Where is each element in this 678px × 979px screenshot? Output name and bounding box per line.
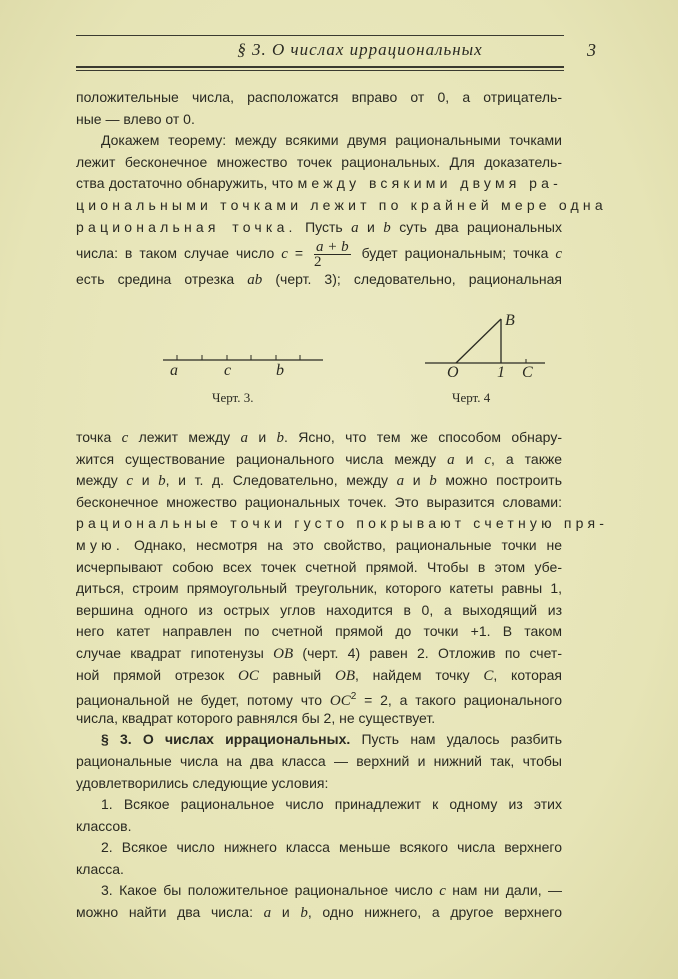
text-line — [76, 269, 562, 291]
text-run: ные — влево от 0. — [76, 110, 195, 127]
math-variable: b — [383, 219, 391, 236]
text-run: , которая — [493, 666, 563, 683]
text-line — [76, 427, 562, 449]
text-line — [76, 859, 562, 881]
fraction-numerator: a + b — [315, 238, 349, 255]
math-variable: c — [126, 473, 134, 490]
text-line — [76, 729, 562, 751]
text-run: точка — [76, 429, 122, 445]
text-run: равный — [258, 666, 335, 683]
text-line — [76, 470, 562, 492]
text-run: бесконечное множество рациональных точек. Это выразится словами: — [76, 493, 562, 510]
header-top-rule — [76, 35, 564, 36]
math-variable: OC — [237, 667, 259, 684]
text-line — [76, 109, 562, 131]
text-run: рациональной не будет, потому что — [76, 692, 330, 709]
text-run: классов. — [76, 817, 132, 834]
text-line — [76, 665, 562, 687]
figure-3-label-c: c — [224, 362, 232, 379]
text-line — [76, 492, 562, 514]
math-variable: a — [351, 219, 359, 236]
text-line — [76, 816, 562, 838]
text-run: между — [76, 472, 127, 489]
figure-3-label-a: a — [170, 362, 178, 379]
text-run: Докажем теорему: между всякими двумя рациональными точками — [101, 132, 562, 149]
math-variable: a — [396, 473, 405, 490]
math-variable: c — [281, 246, 288, 263]
figure-4-label-1: 1 — [497, 364, 505, 381]
figure-4-label-c: C — [522, 364, 533, 381]
text-line — [76, 513, 609, 535]
text-run: будет рациональным; точка — [354, 245, 556, 262]
text-run: лежит между — [128, 429, 241, 445]
text-run: 3. Какое бы положительное рациональное число — [101, 882, 440, 899]
text-line — [76, 773, 562, 795]
math-variable: b — [158, 473, 166, 490]
text-run: него катет направлен по счетной прямой до точки +1. В таком — [76, 623, 562, 640]
text-block-top — [76, 87, 607, 291]
text-line — [76, 600, 562, 622]
figure-4-triangle — [420, 315, 550, 370]
text-run: , одно нижнего, а другое верхнего — [307, 904, 563, 921]
spaced-emphasis: мую. — [76, 536, 124, 553]
text-run: вершина одного из острых углов находится в 0, а выходящий из — [76, 601, 562, 618]
text-run: удовлетворились следующие условия: — [76, 774, 329, 791]
text-run: можно найти два числа: — [76, 904, 264, 921]
math-variable: b — [429, 473, 437, 490]
figure-4-label-b: B — [505, 312, 515, 329]
math-variable: OB — [334, 667, 355, 684]
text-run: положительные числа, расположатся вправо от 0, а отрицатель- — [76, 89, 562, 105]
math-variable: OC — [329, 693, 351, 710]
figure-3-label-b: b — [276, 362, 284, 379]
math-variable: c — [555, 246, 562, 263]
text-run: ной прямой отрезок — [76, 666, 238, 683]
text-run: жится существование рационального числа между — [76, 450, 448, 467]
text-run: можно построить — [436, 472, 562, 489]
math-variable: c — [439, 883, 446, 900]
text-run: исчерпывают собою всех точек счетной прямой. Чтобы в этом убе- — [76, 558, 562, 575]
text-line — [76, 173, 562, 195]
text-line — [76, 195, 607, 217]
math-variable: a — [447, 451, 455, 468]
text-run: суть два рациональных — [390, 218, 562, 235]
math-variable: ab — [247, 272, 263, 289]
text-line — [76, 87, 562, 109]
text-line — [76, 880, 562, 902]
spaced-emphasis: рациональные точки густо покрывают счетную пря- — [76, 515, 609, 532]
figure-4-caption: Черт. 4 — [452, 390, 491, 405]
math-variable: c — [484, 451, 492, 468]
text-run: и — [133, 472, 159, 489]
text-line — [76, 794, 562, 816]
text-line — [76, 686, 562, 708]
text-run: (черт. 3); следовательно, рациональная — [262, 271, 562, 288]
text-line — [76, 535, 562, 557]
text-run: нам ни дали, — — [445, 882, 562, 899]
text-run: . Ясно, что тем же способом обнару- — [284, 429, 562, 445]
figure-3-number-line — [155, 345, 330, 375]
text-run: и — [247, 429, 277, 445]
header-rule-thick — [76, 66, 564, 68]
spaced-emphasis: циональными точками лежит по крайней мере одна — [76, 196, 607, 213]
text-run: и — [404, 472, 430, 489]
spaced-emphasis: рациональная точка. — [76, 218, 297, 235]
text-line — [76, 643, 562, 665]
fraction-a-plus-b-over-2 — [314, 240, 351, 269]
text-run: рациональные числа на два класса — верхний и нижний так, чтобы — [76, 752, 562, 769]
text-line — [76, 557, 562, 579]
math-variable: OB — [273, 645, 294, 662]
math-variable: b — [300, 905, 308, 922]
text-run: (черт. 4) равен 2. Отложив по счет- — [293, 644, 562, 661]
text-line — [76, 449, 562, 471]
math-variable: a — [263, 905, 272, 922]
text-run: = — [287, 245, 310, 262]
text-run: числа, квадрат которого равнялся бы 2, не существует. — [76, 709, 436, 726]
text-line — [76, 152, 562, 174]
text-run: числа: в таком случае число — [76, 245, 282, 262]
header-rule-thin — [76, 70, 564, 71]
fraction-denominator: 2 — [313, 253, 322, 270]
text-run: Однако, несмотря на это свойство, рациональные точки не — [123, 536, 562, 553]
text-line — [76, 708, 562, 730]
text-run: и — [358, 218, 384, 235]
math-variable: C — [483, 667, 494, 684]
hypotenuse-ob — [456, 319, 501, 363]
text-run: , и т. д. Следовательно, между — [165, 472, 397, 489]
text-run: = 2, а такого рационального — [356, 692, 562, 709]
math-variable: c — [121, 430, 129, 446]
text-run: есть средина отрезка — [76, 271, 248, 288]
text-run: диться, строим прямоугольный треугольник, которого катеты равны 1, — [76, 580, 562, 597]
text-run: лежит бесконечное множество точек рациональных. Для доказатель- — [76, 153, 562, 170]
text-line — [76, 130, 562, 152]
text-line — [76, 238, 562, 269]
text-run: , а также — [491, 450, 562, 467]
text-run: класса. — [76, 860, 124, 877]
text-run: 1. Всякое рациональное число принадлежит к одному из этих — [101, 796, 562, 813]
text-line — [76, 217, 562, 239]
figure-4-label-o: O — [447, 364, 459, 381]
superscript: 2 — [350, 691, 357, 703]
text-line — [76, 578, 562, 600]
section-heading: § 3. О числах иррациональных. — [101, 731, 351, 748]
text-line — [76, 621, 562, 643]
math-variable: b — [276, 430, 284, 446]
text-line — [76, 837, 562, 859]
text-line — [76, 751, 562, 773]
text-run: случае квадрат гипотенузы — [76, 644, 274, 661]
text-run: и — [454, 450, 485, 467]
page-number: 3 — [587, 40, 596, 60]
text-run: ства достаточно обнаружить, что — [76, 175, 298, 192]
text-run: 2. Всякое число нижнего класса меньше всякого числа верхнего — [101, 839, 562, 856]
spaced-emphasis: между всякими двумя ра- — [297, 175, 562, 192]
text-run: Пусть нам удалось разбить — [350, 731, 562, 748]
running-header-title: § 3. О числах иррациональных — [237, 40, 483, 59]
text-run: и — [271, 904, 301, 921]
text-run: Пусть — [296, 218, 352, 235]
math-variable: a — [240, 430, 248, 446]
figure-3-caption: Черт. 3. — [212, 390, 254, 405]
text-run: , найдем точку — [354, 666, 484, 683]
text-line — [76, 902, 562, 924]
text-block-bottom — [76, 427, 609, 924]
